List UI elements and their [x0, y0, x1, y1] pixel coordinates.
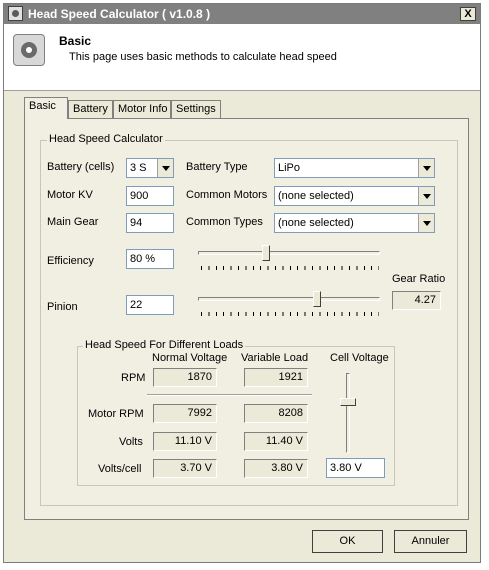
window-title: Head Speed Calculator ( v1.0.8 ): [28, 7, 211, 21]
tab-motor-info[interactable]: Motor Info: [113, 100, 171, 118]
main-gear-input[interactable]: 94: [126, 213, 174, 233]
page-description: This page uses basic methods to calculate head speed: [69, 51, 337, 63]
cell-voltage-input[interactable]: 3.80 V: [326, 458, 385, 478]
volts-variable-value: 11.40 V: [244, 432, 308, 451]
col-variable-load: Variable Load: [241, 352, 309, 364]
battery-type-value: LiPo: [278, 162, 301, 174]
loads-group-label: Head Speed For Different Loads: [85, 339, 244, 351]
loads-group: [77, 339, 395, 486]
rpm-variable-value: 1921: [244, 368, 308, 387]
app-window: [3, 3, 481, 563]
cell-voltage-slider-thumb[interactable]: [340, 398, 356, 406]
volts-cell-normal-value: 3.70 V: [153, 459, 217, 478]
tab-settings[interactable]: Settings: [171, 100, 221, 118]
chevron-down-icon[interactable]: [157, 159, 173, 177]
cell-voltage-slider-track: [346, 373, 350, 453]
pinion-label: Pinion: [47, 301, 78, 313]
battery-cells-value: 3 S: [130, 162, 147, 174]
calc-group-label: Head Speed Calculator: [49, 133, 163, 145]
close-button[interactable]: X: [460, 7, 476, 21]
col-cell-voltage: Cell Voltage: [330, 352, 389, 364]
efficiency-input[interactable]: 80 %: [126, 249, 174, 269]
volts-cell-label: Volts/cell: [98, 463, 142, 475]
volts-label: Volts: [119, 436, 143, 448]
pinion-slider-track: [198, 297, 380, 301]
app-icon: [8, 6, 23, 21]
rpm-label: RPM: [121, 372, 146, 384]
volts-normal-value: 11.10 V: [153, 432, 217, 451]
tab-battery[interactable]: Battery: [68, 100, 113, 118]
efficiency-slider-track: [198, 251, 380, 255]
motor-rpm-variable-value: 8208: [244, 404, 308, 423]
efficiency-slider-ticks: [201, 266, 379, 270]
ok-button[interactable]: OK: [312, 530, 383, 553]
page-header: [4, 24, 480, 91]
page-title: Basic: [59, 34, 92, 48]
gear-ratio-label: Gear Ratio: [392, 273, 446, 285]
main-gear-label: Main Gear: [47, 216, 99, 228]
motor-rpm-normal-value: 7992: [153, 404, 217, 423]
battery-cells-select[interactable]: [126, 158, 174, 178]
efficiency-label: Efficiency: [47, 255, 94, 267]
title-bar[interactable]: [4, 4, 480, 24]
gear-ratio-value: 4.27: [392, 291, 441, 310]
pinion-input[interactable]: 22: [126, 295, 174, 315]
common-motors-label: Common Motors: [186, 189, 268, 201]
gear-icon: [13, 34, 45, 66]
battery-type-select[interactable]: [274, 158, 435, 178]
chevron-down-icon[interactable]: [418, 214, 434, 232]
common-motors-select[interactable]: [274, 186, 435, 206]
rpm-normal-value: 1870: [153, 368, 217, 387]
volts-cell-variable-value: 3.80 V: [244, 459, 308, 478]
common-motors-value: (none selected): [278, 190, 354, 202]
divider: [147, 394, 312, 396]
pinion-slider-ticks: [201, 312, 379, 316]
tab-basic[interactable]: Basic: [24, 97, 68, 119]
common-types-select[interactable]: [274, 213, 435, 233]
pinion-slider-thumb[interactable]: [313, 291, 321, 307]
calc-group: [40, 133, 458, 506]
battery-type-label: Battery Type: [186, 161, 248, 173]
motor-rpm-label: Motor RPM: [88, 408, 144, 420]
battery-cells-label: Battery (cells): [47, 161, 115, 173]
chevron-down-icon[interactable]: [418, 159, 434, 177]
cancel-button[interactable]: Annuler: [394, 530, 467, 553]
tab-panel-basic: [24, 118, 469, 520]
motor-kv-label: Motor KV: [47, 189, 93, 201]
common-types-label: Common Types: [186, 216, 263, 228]
motor-kv-input[interactable]: 900: [126, 186, 174, 206]
efficiency-slider-thumb[interactable]: [262, 245, 270, 261]
chevron-down-icon[interactable]: [418, 187, 434, 205]
col-normal-voltage: Normal Voltage: [152, 352, 228, 364]
common-types-value: (none selected): [278, 217, 354, 229]
